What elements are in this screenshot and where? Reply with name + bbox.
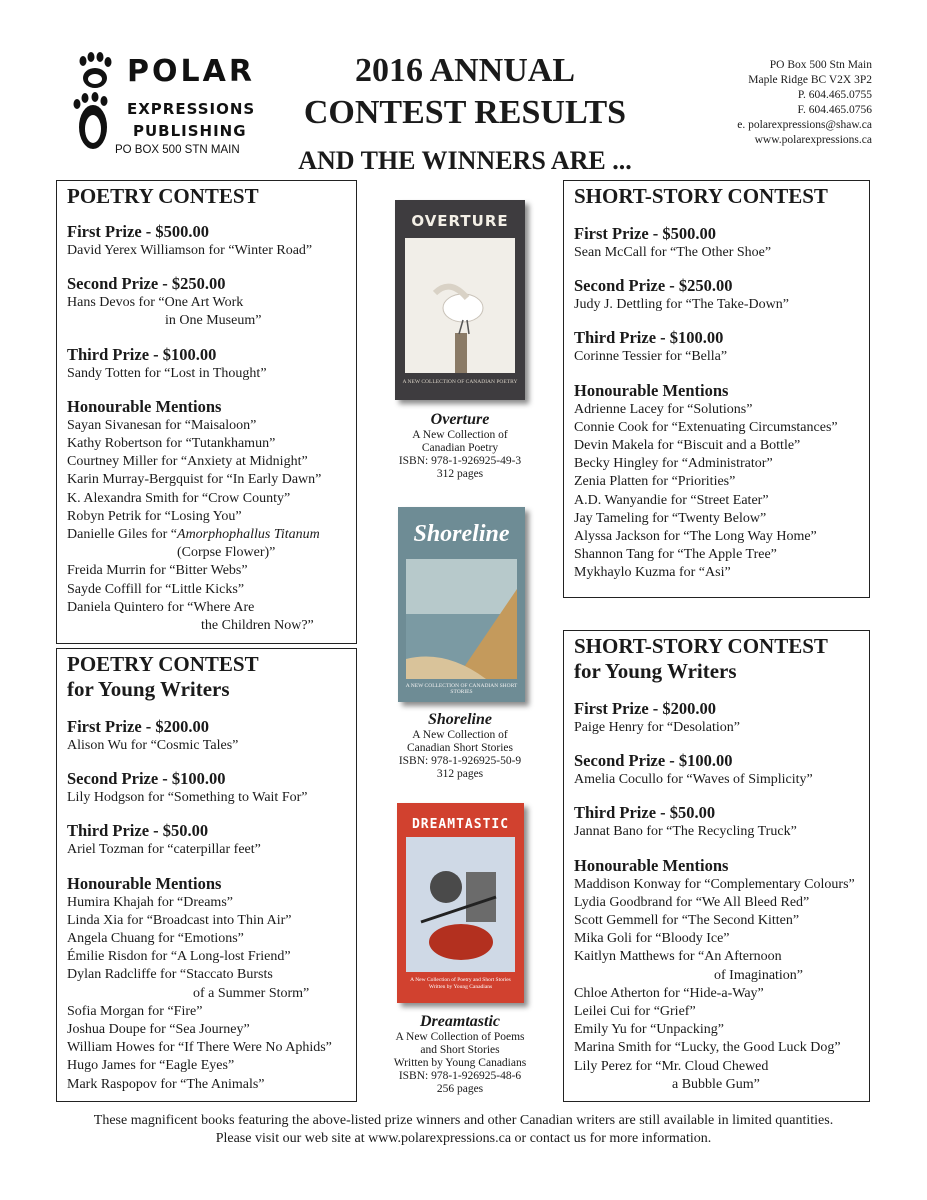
cover-art: [406, 837, 515, 972]
logo-name: POLAR: [127, 54, 255, 89]
section-title: POETRY CONTEST: [67, 652, 259, 676]
short-story-contest-box: SHORT-STORY CONTEST First Prize - $500.00 Sean McCall for “The Other Shoe” Second Prize - $250.00 Judy J. Dettling for “The Take-Down” Third Prize - $100.00 Corinne Tessier for “Bella” Honourable Mentions Adrienne Lacey for “Solutions” Connie Cook for “Extenuating Circumstances” Devin Makela for “Biscuit and a Bottle” Becky Hingley for “Administrator” Zenia Platten for “Priorities” A.D. Wanyandie for “Street Eater” Jay Tameling for “Twenty Below” Alyssa Jackson for “The Long Way Home” Shannon Tang for “The Apple Tree” Mykhaylo Kuzma for “Asi”: [563, 180, 870, 598]
logo-line2: PUBLISHING: [133, 122, 247, 140]
cover-art: [405, 238, 515, 373]
shoreline-caption: Shoreline A New Collection of Canadian Short Stories ISBN: 978-1-926925-50-9 312 pages: [398, 711, 522, 780]
list-item: Danielle Giles for “Amorphophallus Titanum: [67, 527, 320, 543]
publisher-logo: [55, 52, 255, 162]
footer-note: These magnificent books featuring the above-listed prize winners and other Canadian writers are still available in limited quantities. Please visit our web site at www.polarexpressions.ca or contact us for more information.: [93, 1113, 834, 1146]
contact-info: PO Box 500 Stn Main Maple Ridge BC V2X 3P2 P. 604.465.0755 F. 604.465.0756 e. polarexpressions@shaw.ca www.polarexpressions.ca: [700, 58, 872, 148]
poetry-young-contest-box: POETRY CONTEST for Young Writers First Prize - $200.00 Alison Wu for “Cosmic Tales” Second Prize - $100.00 Lily Hodgson for “Something to Wait For” Third Prize - $50.00 Ariel Tozman for “caterpillar feet” Honourable Mentions Humira Khajah for “Dreams” Linda Xia for “Broadcast into Thin Air” Angela Chuang for “Emotions” Émilie Risdon for “A Long-lost Friend” Dylan Radcliffe for “Staccato Bursts of a Summer Storm” Sofia Morgan for “Fire” Joshua Doupe for “Sea Journey” William Howes for “If There Were No Aphids” Hugo James for “Eagle Eyes” Mark Raspopov for “The Animals”: [56, 648, 357, 1102]
logo-line1: EXPRESSIONS: [127, 100, 256, 118]
section-title: POETRY CONTEST: [67, 184, 259, 208]
dreamtastic-caption: Dreamtastic A New Collection of Poems and Short Stories Written by Young Canadians ISBN: 978-1-926925-48-6 256 pages: [393, 1013, 527, 1095]
collage-illustration: [406, 837, 515, 972]
logo-address: PO BOX 500 STN MAIN: [115, 144, 240, 156]
dreamtastic-cover[interactable]: DREAMTASTIC A New Collection of Poetry and Short Stories Written by Young Canadians: [397, 803, 524, 1003]
beach-illustration: [406, 559, 517, 679]
page-subtitle: AND THE WINNERS ARE ...: [298, 146, 632, 175]
cover-art: [406, 559, 517, 679]
section-title: SHORT-STORY CONTEST: [574, 634, 828, 658]
poetry-contest-box: POETRY CONTEST First Prize - $500.00 David Yerex Williamson for “Winter Road” Second Prize - $250.00 Hans Devos for “One Art Work in One Museum” Third Prize - $100.00 Sandy Totten for “Lost in Thought” Honourable Mentions Sayan Sivanesan for “Maisaloon” Kathy Robertson for “Tutankhamun” Courtney Miller for “Anxiety at Midnight” Karin Murray-Bergquist for “In Early Dawn” K. Alexandra Smith for “Crow County” Robyn Petrik for “Losing You” Danielle Giles for “Amorphophallus Titanum (Corpse Flower)” Freida Murrin for “Bitter Webs” Sayde Coffill for “Little Kicks” Daniela Quintero for “Where Are the Children Now?”: [56, 180, 357, 644]
heron-illustration: [405, 238, 515, 373]
overture-caption: Overture A New Collection of Canadian Poetry ISBN: 978-1-926925-49-3 312 pages: [398, 411, 522, 480]
section-subtitle: for Young Writers: [574, 659, 737, 683]
section-subtitle: for Young Writers: [67, 677, 230, 701]
overture-cover[interactable]: OVERTURE A NEW COLLECTION OF CANADIAN POETRY: [395, 200, 525, 400]
shoreline-cover[interactable]: Shoreline A NEW COLLECTION OF CANADIAN SHORT STORIES: [398, 507, 525, 702]
contact-email[interactable]: e. polarexpressions@shaw.ca: [737, 119, 872, 131]
short-story-young-contest-box: SHORT-STORY CONTEST for Young Writers First Prize - $200.00 Paige Henry for “Desolation” Second Prize - $100.00 Amelia Cocullo for “Waves of Simplicity” Third Prize - $50.00 Jannat Bano for “The Recycling Truck” Honourable Mentions Maddison Konway for “Complementary Colours” Lydia Goodbrand for “We All Bleed Red” Scott Gemmell for “The Second Kitten” Mika Goli for “Bloody Ice” Kaitlyn Matthews for “An Afternoon of Imagination” Chloe Atherton for “Hide-a-Way” Leilei Cui for “Grief” Emily Yu for “Unpacking” Marina Smith for “Lucky, the Good Luck Dog” Lily Perez for “Mr. Cloud Chewed a Bubble Gum”: [563, 630, 870, 1102]
contact-website[interactable]: www.polarexpressions.ca: [754, 134, 872, 146]
page-title: 2016 ANNUAL CONTEST RESULTS: [303, 52, 627, 131]
section-title: SHORT-STORY CONTEST: [574, 184, 828, 208]
paw-print-icon: [63, 52, 123, 162]
